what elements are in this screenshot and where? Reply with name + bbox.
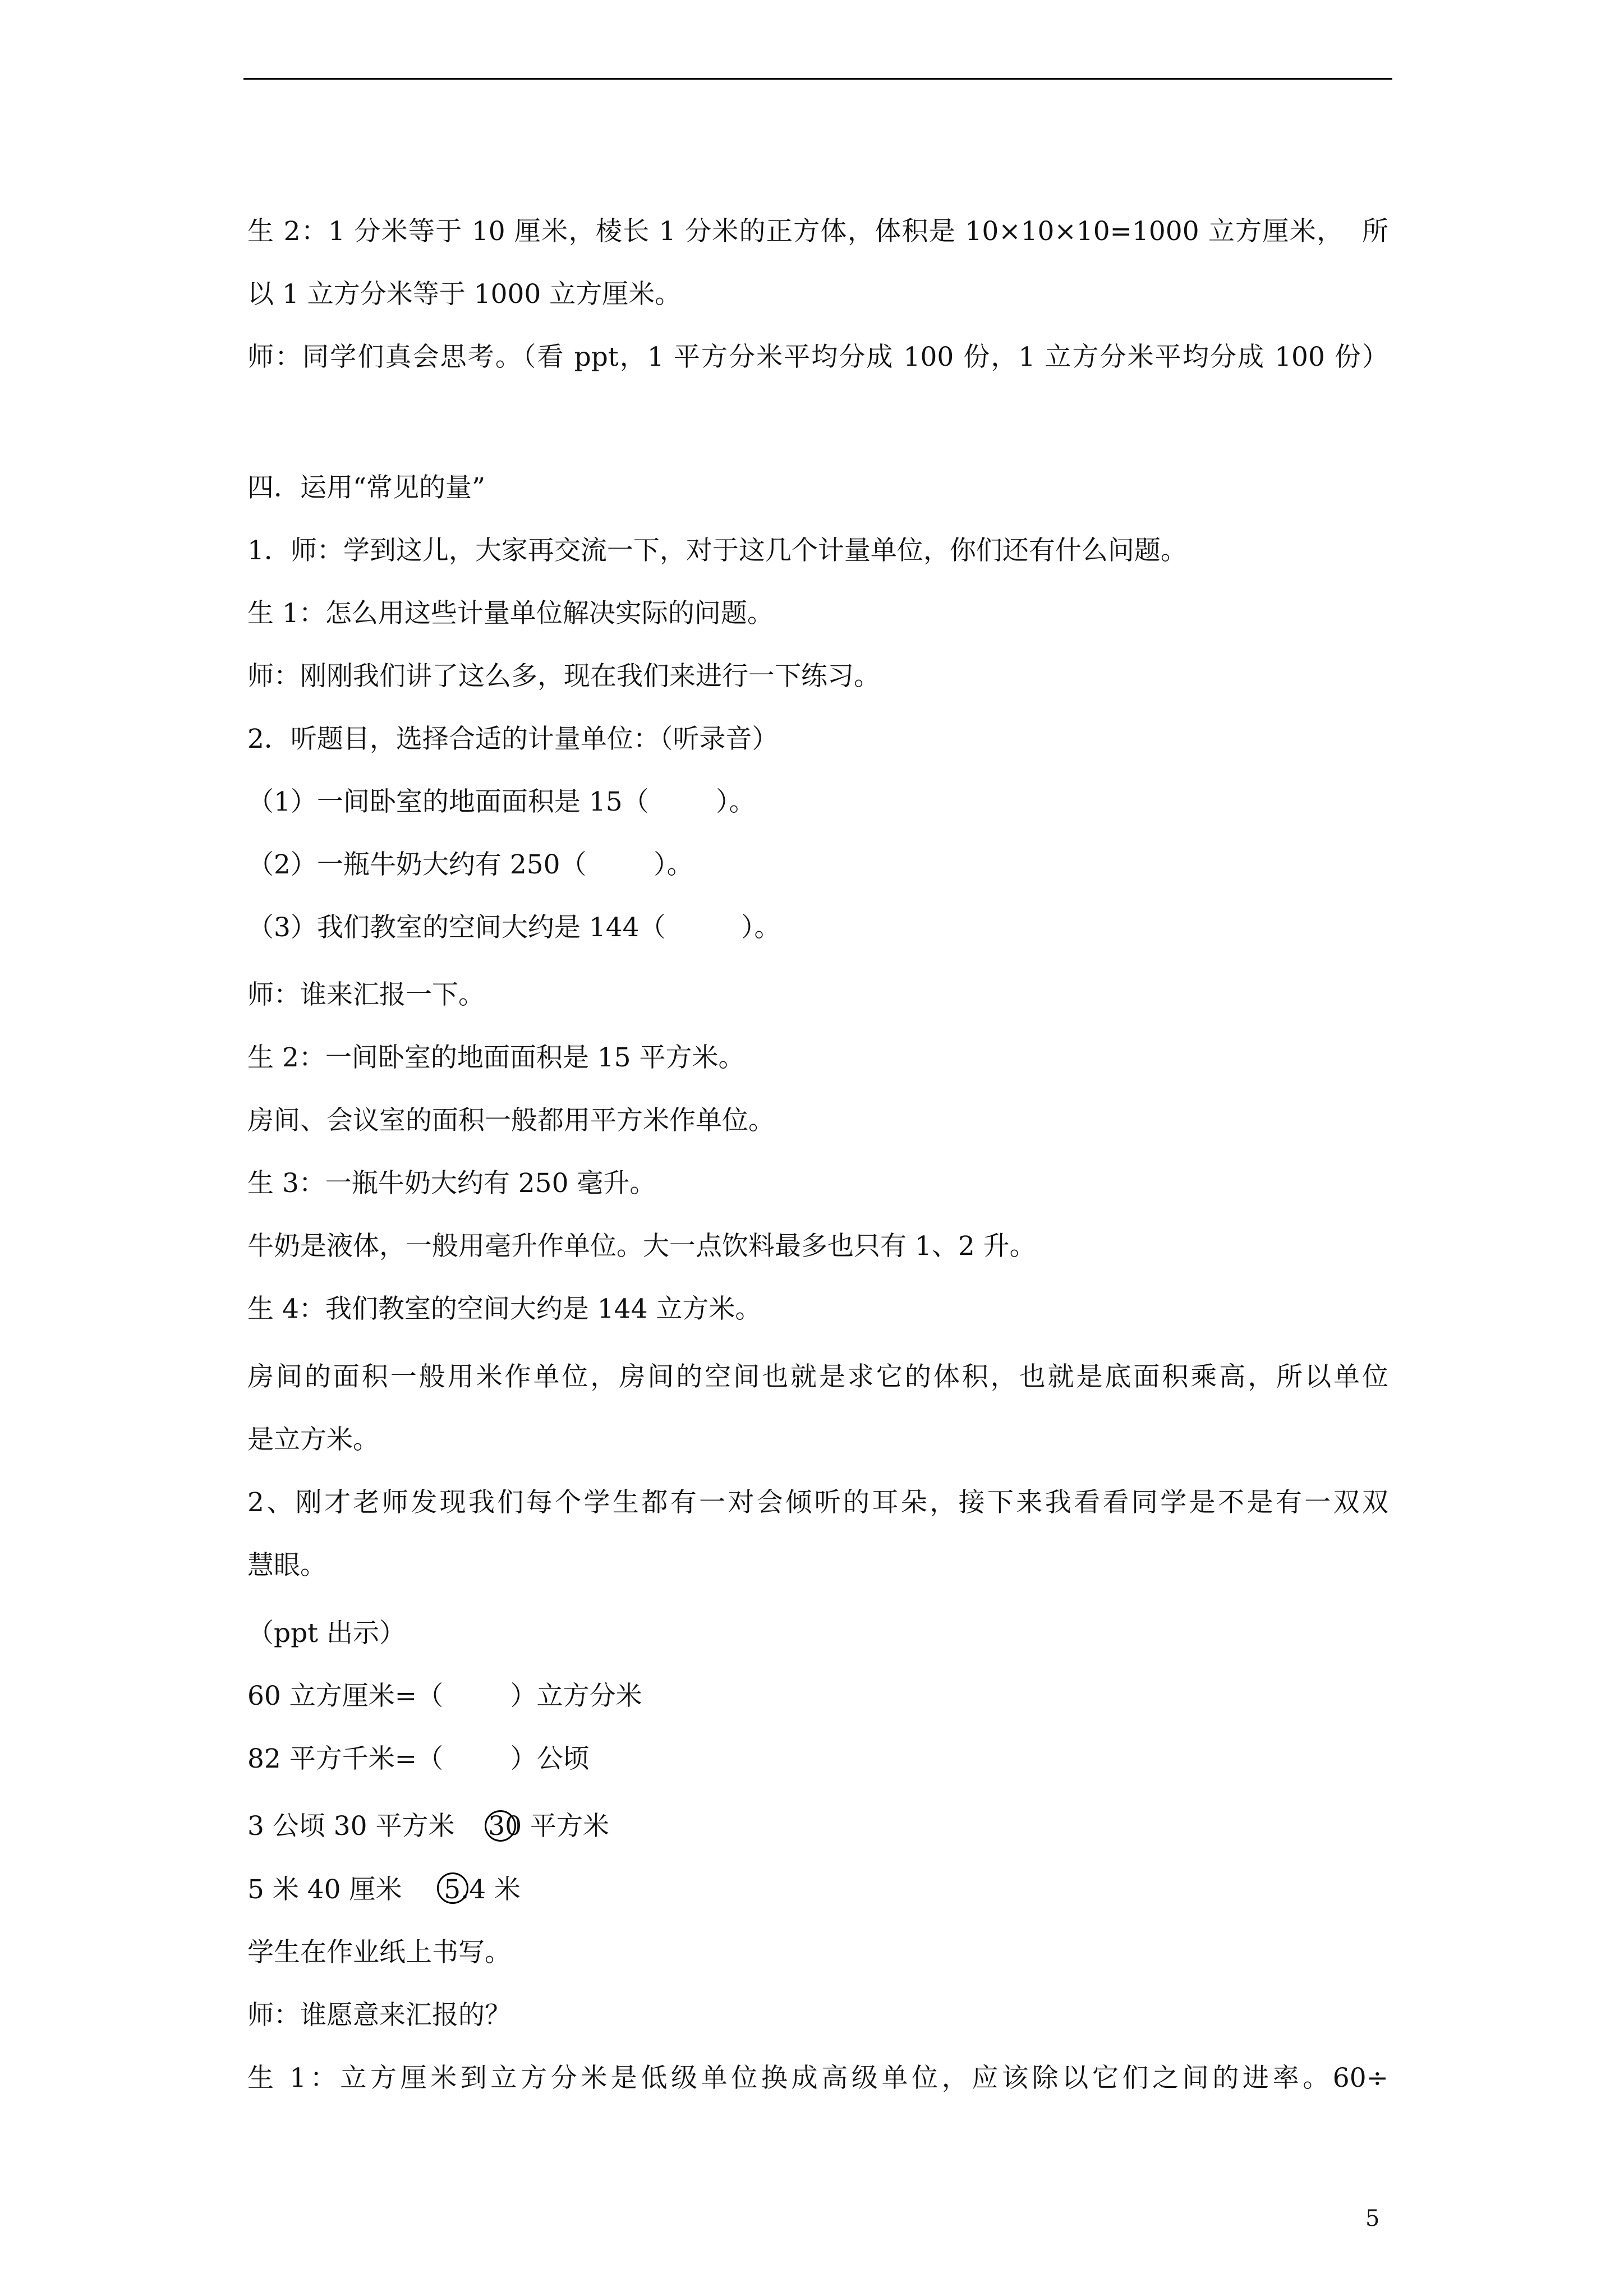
- question-item: （1）一间卧室的地面面积是 15（ ）。: [247, 786, 756, 817]
- header-rule: [243, 78, 1392, 80]
- paragraph-line: 生 2：一间卧室的地面面积是 15 平方米。: [247, 1042, 745, 1073]
- question-item: （3）我们教室的空间大约是 144（ ）。: [247, 912, 781, 943]
- page-number: 5: [1365, 2206, 1380, 2231]
- comparison-circle: [437, 1872, 468, 1904]
- paragraph-line: 2．听题目，选择合适的计量单位：（听录音）: [247, 724, 779, 754]
- exercise-item: 3 公顷 30 平方米 30 平方米: [247, 1811, 610, 1842]
- paragraph-line: 师：刚刚我们讲了这么多，现在我们来进行一下练习。: [247, 661, 880, 692]
- paragraph-line: 以 1 立方分米等于 1000 立方厘米。: [247, 279, 682, 310]
- paragraph-line: 学生在作业纸上书写。: [247, 1937, 511, 1968]
- paragraph-line: 师：谁来汇报一下。: [247, 979, 485, 1010]
- paragraph-line: 2、刚才老师发现我们每个学生都有一对会倾听的耳朵，接下来我看看同学是不是有一双双: [247, 1487, 1388, 1518]
- paragraph-line: 慧眼。: [247, 1550, 326, 1581]
- exercise-item: 82 平方千米=（ ）公顷: [247, 1743, 590, 1774]
- paragraph-line: 1．师：学到这儿，大家再交流一下，对于这几个计量单位，你们还有什么问题。: [247, 535, 1187, 566]
- question-item: （2）一瓶牛奶大约有 250（ ）。: [247, 849, 693, 880]
- section-heading: 四．运用“常见的量”: [247, 472, 486, 503]
- exercise-item: 5 米 40 厘米 5.4 米: [247, 1874, 521, 1905]
- exercise-item: 60 立方厘米=（ ）立方分米: [247, 1681, 642, 1711]
- paragraph-line: 牛奶是液体，一般用毫升作单位。大一点饮料最多也只有 1、2 升。: [247, 1231, 1036, 1262]
- paragraph-line: 师：谁愿意来汇报的？: [247, 2000, 511, 2031]
- paragraph-line: 生 4：我们教室的空间大约是 144 立方米。: [247, 1294, 762, 1324]
- comparison-circle: [485, 1810, 516, 1842]
- paragraph-line: 生 2：1 分米等于 10 厘米，棱长 1 分米的正方体，体积是 10×10×10=1000 立方厘米， 所: [247, 216, 1388, 247]
- paragraph-line: 生 1：怎么用这些计量单位解决实际的问题。: [247, 598, 774, 629]
- paragraph-line: 生 3：一瓶牛奶大约有 250 毫升。: [247, 1168, 656, 1199]
- paragraph-line: （ppt 出示）: [247, 1618, 406, 1649]
- paragraph-line: 师：同学们真会思考。（看 ppt，1 平方分米平均分成 100 份，1 立方分米平均分成 100 份）: [247, 342, 1388, 372]
- paragraph-line: 房间、会议室的面积一般都用平方米作单位。: [247, 1105, 775, 1136]
- paragraph-line: 是立方米。: [247, 1424, 379, 1455]
- paragraph-line: 生 1：立方厘米到立方分米是低级单位换成高级单位，应该除以它们之间的进率。60÷: [247, 2063, 1388, 2093]
- paragraph-line: 房间的面积一般用米作单位，房间的空间也就是求它的体积，也就是底面积乘高，所以单位: [247, 1361, 1388, 1392]
